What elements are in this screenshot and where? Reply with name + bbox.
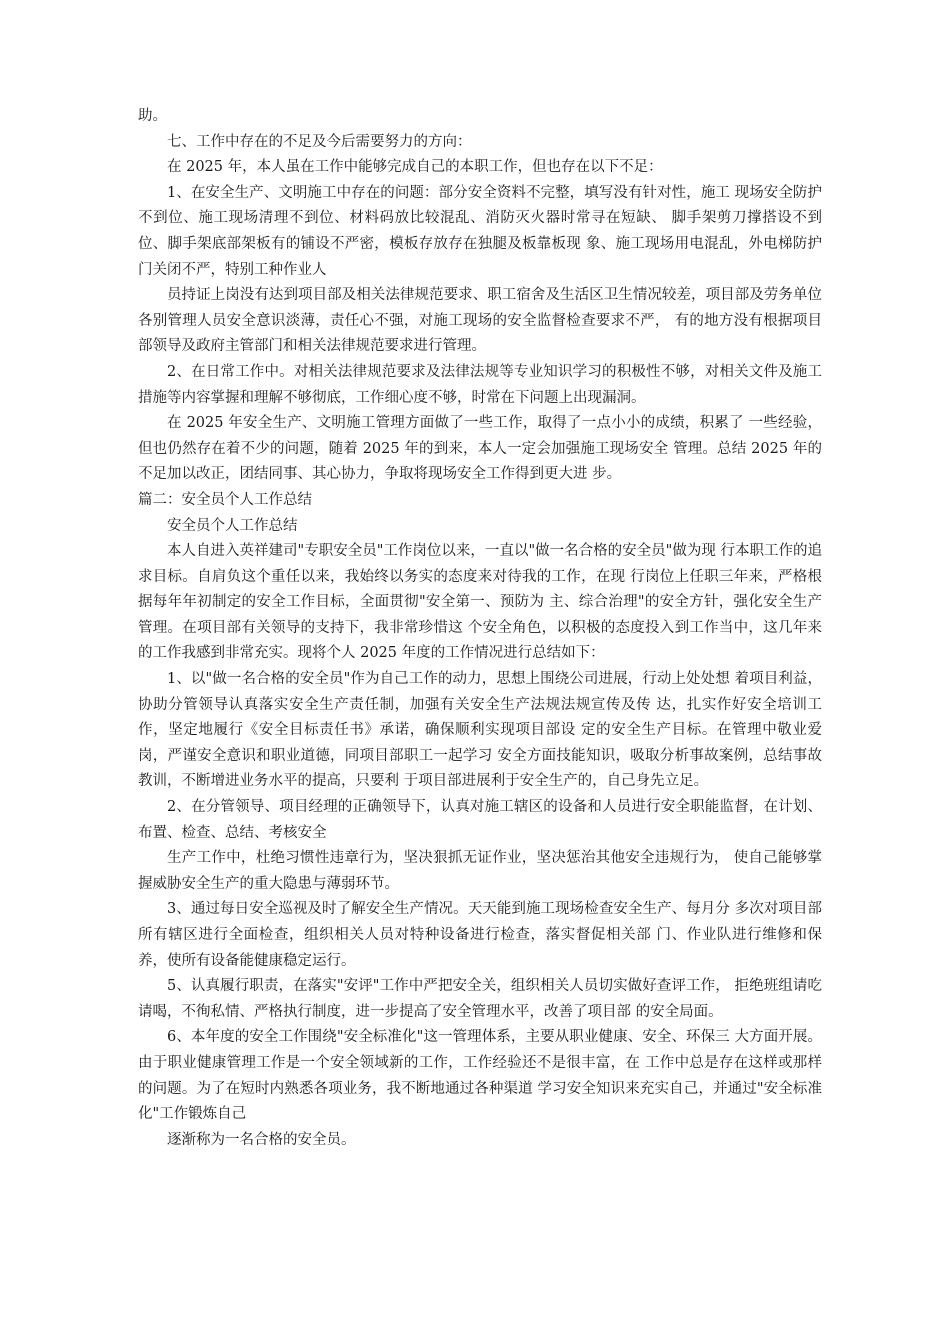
paragraph: 5、认真履行职责，在落实"安评"工作中严把安全关，组织相关人员切实做好查评工作， 拒绝班组请吃请喝，不徇私情、严格执行制度，进一步提高了安全管理水平，改善了项目部 的安全局面。 [138, 978, 822, 1020]
paragraph: 3、通过每日安全巡视及时了解安全生产情况。天天能到施工现场检查安全生产、每月分 多次对项目部所有辖区进行全面检查，组织相关人员对特种设备进行检查，落实督促相关部 门、作业队进行维修和保养，使所有设备能健康稳定运行。 [138, 901, 822, 969]
paragraph: 6、本年度的安全工作围绕"安全标准化"这一管理体系，主要从职业健康、安全、环保三 大方面开展。由于职业健康管理工作是一个安全领域新的工作，工作经验还不是很丰富，在 工作中总是存在这样或那样的问题。为了在短时内熟悉各项业务，我不断地通过各种渠道 学习安全知识来充实自己，并通过"安全标准化"工作锻炼自己 [138, 1029, 822, 1123]
document-body [138, 104, 822, 1153]
paragraph: 助。 [138, 108, 167, 124]
section-heading: 七、工作中存在的不足及今后需要努力的方向： [167, 133, 472, 150]
paragraph: 2、在日常工作中。对相关法律规范要求及法律法规等专业知识学习的积极性不够，对相关文件及施工措施等内容掌握和理解不够彻底，工作细心度不够，时常在下问题上出现漏洞。 [138, 363, 822, 406]
paragraph: 在 2025 年安全生产、文明施工管理方面做了一些工作，取得了一点小小的成绩，积累了 一些经验，但也仍然存在着不少的问题，随着 2025 年的到来，本人一定会加强施工现场安全 管理。总结 2025 年的不足加以改正，团结同事、其心协力，争取将现场安全工作得到更大进 步。 [138, 415, 822, 483]
paragraph: 本人自进入英祥建司"专职安全员"工作岗位以来，一直以"做一名合格的安全员"做为现 行本职工作的追求目标。自肩负这个重任以来，我始终以务实的态度来对待我的工作，在现 行岗位上任职三年来，严格根据每年年初制定的安全工作目标，全面贯彻"安全第一、预防为 主、综合治理"的安全方针，强化安全生产管理。在项目部有关领导的支持下，我非常珍惜这 个安全角色，以积极的态度投入到工作当中，这几年来的工作我感到非常充实。现将个人 2025 年度的工作情况进行总结如下： [138, 543, 822, 662]
paragraph: 1、在安全生产、文明施工中存在的问题：部分安全资料不完整，填写没有针对性，施工 现场安全防护不到位、施工现场清理不到位、材料码放比较混乱、消防灭火器时常寻在短缺、 脚手架剪刀撑搭设不到位、脚手架底部架板有的铺设不严密，模板存放存在独腿及板靠板现 象、施工现场用电混乱，外电梯防护门关闭不严，特别工种作业人 [138, 184, 822, 278]
article-title: 安全员个人工作总结 [167, 517, 298, 534]
paragraph: 员持证上岗没有达到项目部及相关法律规范要求、职工宿舍及生活区卫生情况较差，项目部及劳务单位各别管理人员安全意识淡薄，责任心不强，对施工现场的安全监督检查要求不严， 有的地方没有根据项目部领导及政府主管部门和相关法律规范要求进行管理。 [138, 287, 822, 355]
paragraph: 在 2025 年，本人虽在工作中能够完成自己的本职工作，但也存在以下不足： [167, 159, 663, 176]
paragraph: 2、在分管领导、项目经理的正确领导下，认真对施工辖区的设备和人员进行安全职能监督，在计划、布置、检查、总结、考核安全 [138, 799, 822, 841]
paragraph: 逐渐称为一名合格的安全员。 [167, 1131, 356, 1148]
chapter-heading: 篇二：安全员个人工作总结 [138, 491, 312, 508]
paragraph: 1、以"做一名合格的安全员"作为自己工作的动力，思想上围绕公司进展，行动上处处想 着项目利益，协助分管领导认真落实安全生产责任制，加强有关安全生产法规法规宣传及传 达，扎实作好安全培训工作，坚定地履行《安全目标责任书》承诺，确保顺利实现项目部设 定的安全生产目标。在管理中敬业爱岗，严谨安全意识和职业道德，同项目部职工一起学习 安全方面技能知识，吸取分析事故案例，总结事故教训，不断增进业务水平的提高，只要利 于项目部进展利于安全生产的，自己身先立足。 [138, 671, 822, 790]
paragraph: 生产工作中，杜绝习惯性违章行为，坚决狠抓无证作业，坚决惩治其他安全违规行为， 使自己能够掌握威胁安全生产的重大隐患与薄弱环节。 [138, 850, 822, 892]
